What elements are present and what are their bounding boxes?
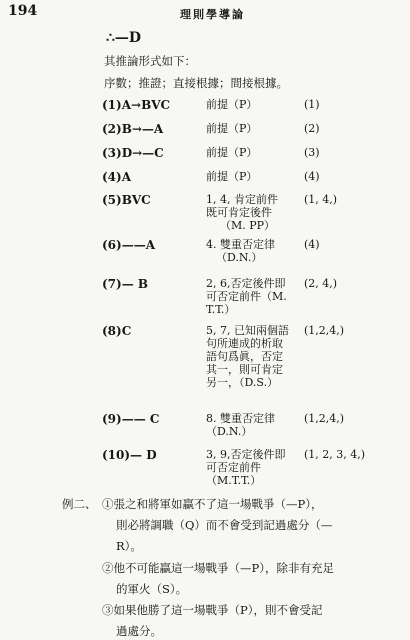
step-formula: (10)— D: [102, 448, 157, 462]
step-basis: [206, 193, 278, 232]
basis-line: （M. PP）: [220, 219, 276, 232]
example-line: ③如果他勝了這一場戰爭（P），則不會受記: [102, 603, 323, 617]
page-number: 194: [8, 3, 38, 19]
step-formula: (3)D→—C: [102, 146, 164, 160]
basis-line: 前提（P）: [206, 170, 258, 183]
step-formula: (5)BVC: [102, 193, 151, 207]
basis-line: 8. 雙重否定律: [206, 412, 275, 425]
step-formula: (9)—— C: [102, 412, 160, 426]
example-line: R）。: [116, 539, 142, 553]
basis-line: 5, 7, 已知兩個語: [206, 324, 289, 337]
step-formula: (1)A→BVC: [102, 98, 171, 112]
basis-line: 可否定前件: [206, 461, 261, 474]
basis-line: 另一，（D.S.）: [206, 376, 279, 389]
step-reference: (1,2,4,): [304, 412, 345, 425]
step-basis: [206, 324, 289, 389]
example-label: 例二、: [62, 497, 97, 511]
step-reference: (4): [304, 238, 320, 251]
basis-line: （M.T.T.）: [206, 474, 262, 487]
step-reference: (2, 4,): [304, 277, 338, 290]
step-formula: (7)— B: [102, 277, 149, 291]
conclusion-line: ∴—D: [106, 30, 142, 46]
running-title: 理則學導論: [180, 8, 245, 21]
basis-line: 2, 6,否定後件即: [206, 277, 286, 290]
proof-step: [102, 324, 402, 396]
basis-line: 前提（P）: [206, 98, 258, 111]
step-basis: [206, 98, 257, 111]
basis-line: 前提（P）: [206, 122, 258, 135]
step-reference: (1): [304, 98, 320, 111]
step-formula: (2)B→—A: [102, 122, 164, 136]
step-basis: [206, 277, 287, 316]
basis-line: 4. 雙重否定律: [206, 238, 275, 251]
example-line: ②他不可能贏這一場戰爭（—P），除非有充足: [102, 561, 334, 575]
example-line: 的軍火（S）。: [116, 582, 188, 596]
step-reference: (1,2,4,): [304, 324, 345, 337]
basis-line: 其一，則可肯定: [206, 363, 283, 376]
step-reference: (2): [304, 122, 320, 135]
step-basis: [206, 412, 275, 438]
step-reference: (3): [304, 146, 320, 159]
basis-line: 1, 4, 肯定前件: [206, 193, 278, 206]
columns-description: 序數；推證；直接根據；間接根據。: [104, 76, 288, 90]
step-basis: [206, 448, 286, 487]
step-basis: [206, 238, 275, 264]
step-reference: (1, 2, 3, 4,): [304, 448, 366, 461]
example-line: 則必將調職（Q）而不會受到記過處分（—: [116, 518, 333, 532]
basis-line: 句所連成的析取: [206, 337, 283, 350]
basis-line: T.T.）: [206, 303, 236, 316]
step-reference: (1, 4,): [304, 193, 338, 206]
step-formula: (4)A: [102, 170, 132, 184]
basis-line: （D.N.）: [206, 425, 253, 438]
form-title: 其推論形式如下：: [104, 54, 196, 68]
step-basis: [206, 146, 257, 159]
example-line: 過處分。: [116, 624, 162, 638]
step-basis: [206, 170, 257, 183]
basis-line: （D.N.）: [216, 251, 263, 264]
step-basis: [206, 122, 257, 135]
step-formula: (6)——A: [102, 238, 156, 252]
step-reference: (4): [304, 170, 320, 183]
step-formula: (8)C: [102, 324, 132, 338]
basis-line: 3, 9,否定後件即: [206, 448, 286, 461]
example-line: ①張之和將軍如贏不了這一場戰爭（—P），: [102, 497, 323, 511]
basis-line: 語句爲眞，否定: [206, 350, 283, 363]
basis-line: 可否定前件（M.: [206, 290, 287, 303]
basis-line: 既可肯定後件: [206, 206, 272, 219]
basis-line: 前提（P）: [206, 146, 258, 159]
